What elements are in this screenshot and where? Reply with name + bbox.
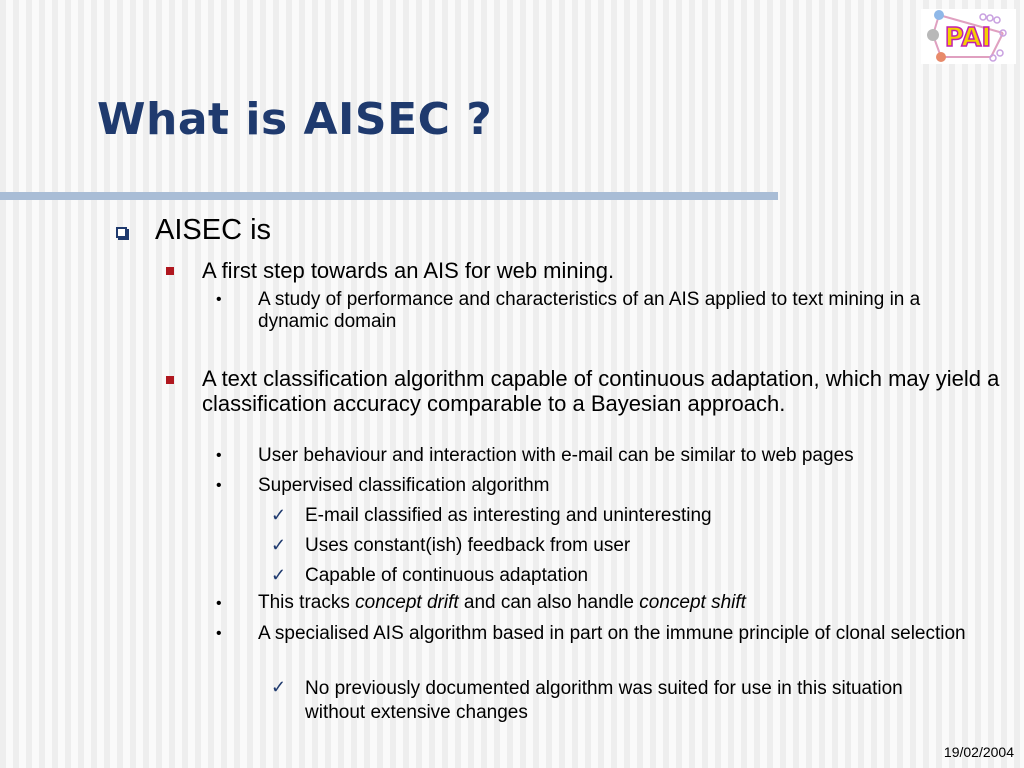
bullet-continuous-adaptation: Capable of continuous adaptation <box>305 565 589 586</box>
bullet-text-classification: A text classification algorithm capable of continuous adaptation, which may yield a classification accuracy comparable to a Bayesian approach. <box>202 366 1000 416</box>
footer-date: 19/02/2004 <box>943 744 1014 760</box>
bullet-user-behaviour: User behaviour and interaction with e-mail can be similar to web pages <box>258 445 854 466</box>
bullet-email-classified: E-mail classified as interesting and uninteresting <box>305 505 712 526</box>
dot-bullet-icon: • <box>216 291 222 308</box>
bullet-first-step: A first step towards an AIS for web mining. <box>202 258 615 283</box>
dot-bullet-icon: • <box>216 595 222 612</box>
checkmark-icon: ✓ <box>271 505 287 525</box>
bullet-supervised: Supervised classification algorithm <box>258 475 550 496</box>
bullet-aisec-is: AISEC is <box>155 214 272 246</box>
bullet-no-previous-algorithm: No previously documented algorithm was suited for use in this situation without extensive changes <box>305 678 903 723</box>
slide-title: What is AISEC ? <box>97 94 493 145</box>
checkmark-icon: ✓ <box>271 565 287 585</box>
checkmark-icon: ✓ <box>271 535 287 555</box>
square-bullet-icon <box>166 267 174 275</box>
concept-drift-emphasis: concept drift <box>355 592 459 613</box>
dot-bullet-icon: • <box>216 625 222 642</box>
logo-text: PAI <box>944 23 992 53</box>
checkmark-icon: ✓ <box>271 677 287 697</box>
concept-drift-text-1: This tracks <box>258 592 356 613</box>
bullet-study-performance: A study of performance and characteristics of an AIS applied to text mining in a dynamic domain <box>258 289 921 332</box>
bullet-constant-feedback: Uses constant(ish) feedback from user <box>305 535 631 556</box>
bullet-concept-drift <box>258 592 746 614</box>
square-bullet-icon <box>166 376 174 384</box>
bullet-specialised-ais: A specialised AIS algorithm based in part on the immune principle of clonal selection <box>258 623 966 644</box>
dot-bullet-icon: • <box>216 477 222 494</box>
dot-bullet-icon: • <box>216 447 222 464</box>
concept-shift-emphasis: concept shift <box>639 592 746 613</box>
concept-drift-text-2: and can also handle <box>458 592 640 613</box>
hollow-square-bullet-icon <box>116 227 127 238</box>
